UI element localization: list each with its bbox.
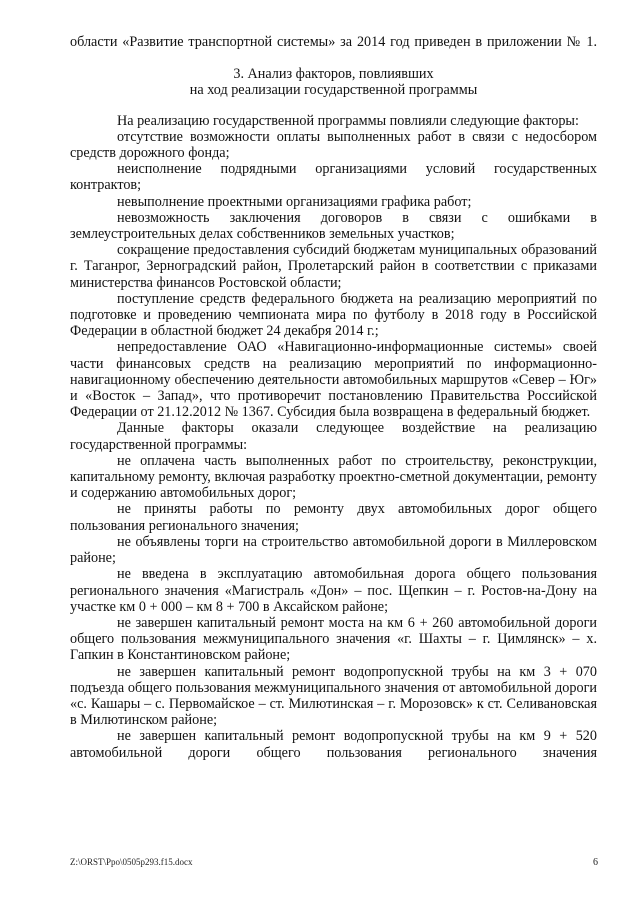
- paragraph: не завершен капитальный ремонт водопропускной трубы на км 3 + 070 подъезда общего пользования межмуниципального значения от автомобильной дороги «с. Кашары – с. Первомайское – ст. Милютинская – г. Морозовск» к ст. Селивановская в Милютинском районе;: [70, 663, 597, 729]
- intro-paragraph: области «Развитие транспортной системы» за 2014 год приведен в приложении № 1.: [70, 34, 597, 50]
- paragraph: невыполнение проектными организациями графика работ;: [117, 193, 472, 210]
- paragraph: Данные факторы оказали следующее воздействие на реализацию государственной программы:: [70, 420, 597, 453]
- paragraph: неисполнение подрядными организациями условий государственных контрактов;: [70, 161, 597, 194]
- paragraph: отсутствие возможности оплаты выполненных работ в связи с недосбором средств дорожного фонда;: [70, 128, 597, 162]
- paragraph: не приняты работы по ремонту двух автомобильных дорог общего пользования регионального значения;: [70, 501, 597, 534]
- section-heading: [70, 66, 597, 98]
- paragraph: не объявлены торги на строительство автомобильной дороги в Миллеровском районе;: [70, 533, 597, 567]
- section-title-line-2: на ход реализации государственной программы: [189, 82, 478, 99]
- footer-page-number: 6: [593, 857, 598, 868]
- footer-file-path: Z:\ORST\Ppo\0505p293.f15.docx: [70, 857, 193, 867]
- paragraph: поступление средств федерального бюджета на реализацию мероприятий по подготовке и проведению чемпионата мира по футболу в 2018 году в Российской Федерации в областной бюджет 24 декабря 2014 г.;: [70, 290, 597, 340]
- paragraph: не завершен капитальный ремонт водопропускной трубы на км 9 + 520 автомобильной дороги общего пользования регионального значения: [70, 728, 597, 761]
- paragraph: невозможность заключения договоров в связи с ошибками в землеустроительных делах собственников земельных участков;: [70, 209, 597, 243]
- document-page: [70, 34, 597, 761]
- paragraph: непредоставление ОАО «Навигационно-информационные системы» своей части финансовых средств на реализацию мероприятий по информационно-навигационному обеспечению деятельности автомобильных маршрутов «Север – Юг» и «Восток – Запад», что противоречит постановлению Правительства Российской Федерации от 21.12.2012 № 1367. Субсидия была возвращена в федеральный бюджет.: [70, 339, 597, 421]
- paragraph: не введена в эксплуатацию автомобильная дорога общего пользования регионального значения «Магистраль «Дон» – пос. Щепкин – г. Ростов-на-Дону на участке км 0 + 000 – км 8 + 700 в Аксайском районе;: [70, 566, 597, 615]
- paragraph: сокращение предоставления субсидий бюджетам муниципальных образований г. Таганрог, Зерноградский район, Пролетарский район в соответствии с приказами министерства финансов Ростовской области;: [70, 242, 597, 291]
- section-title-line-1: 3. Анализ факторов, повлиявших: [233, 66, 434, 83]
- paragraph: не оплачена часть выполненных работ по строительству, реконструкции, капитальному ремонту, включая разработку проектно-сметной документации, ремонту и содержанию автомобильных дорог;: [70, 452, 597, 502]
- paragraph: не завершен капитальный ремонт моста на км 6 + 260 автомобильной дороги общего пользования межмуниципального значения «г. Шахты – г. Цимлянск» – х. Гапкин в Константиновском районе;: [70, 614, 597, 664]
- paragraph: На реализацию государственной программы повлияли следующие факторы:: [117, 112, 579, 129]
